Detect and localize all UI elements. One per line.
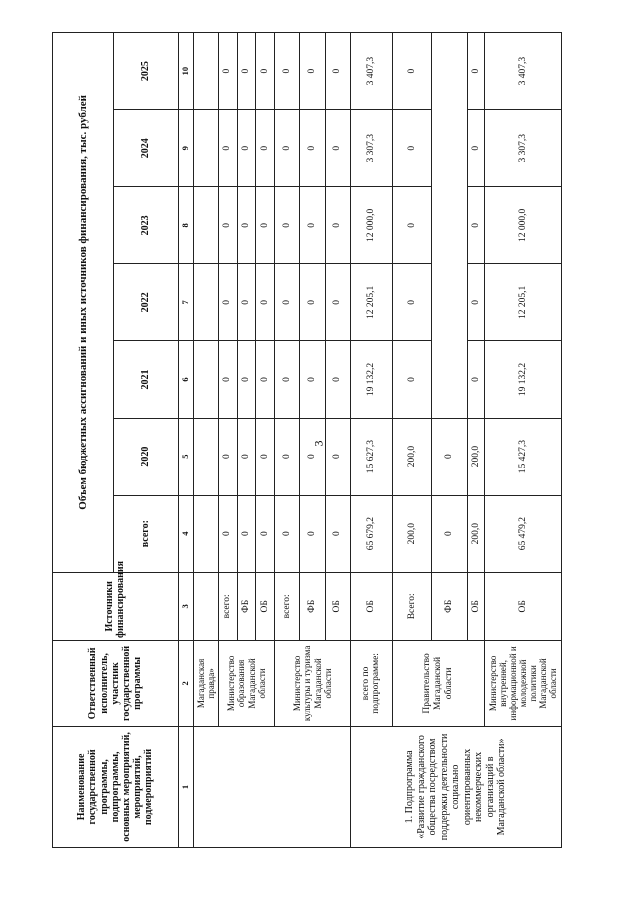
table-row [392, 33, 432, 848]
source-cell: Всего: [392, 572, 432, 640]
value-cell: 0 [275, 33, 300, 110]
value-cell [194, 264, 218, 341]
financing-table [52, 32, 562, 848]
source-cell: ОБ [325, 572, 350, 640]
index-cell: 2 [178, 640, 194, 726]
executor-cell: Министерство внутренней, информационной и молодежной политики Магаданской области [484, 640, 561, 726]
value-cell: 0 [218, 264, 237, 341]
value-cell: 0 [256, 495, 275, 572]
index-cell: 10 [178, 33, 194, 110]
value-cell: 0 [218, 341, 237, 418]
index-cell: 8 [178, 187, 194, 264]
value-cell: 0 [432, 418, 468, 495]
header-year: 2023 [113, 187, 178, 264]
value-cell: 0 [392, 264, 432, 341]
value-cell: 0 [218, 187, 237, 264]
header-row-1 [53, 33, 114, 848]
source-cell: ФБ [432, 572, 468, 640]
value-cell: 0 [468, 264, 485, 341]
value-cell: 200,0 [468, 495, 485, 572]
value-cell: 0 [325, 187, 350, 264]
index-cell: 5 [178, 418, 194, 495]
value-cell [194, 110, 218, 187]
value-cell: 200,0 [468, 418, 485, 495]
index-cell: 3 [178, 572, 194, 640]
value-cell: 15 627,3 [350, 418, 392, 495]
value-cell: 65 479,2 [484, 495, 561, 572]
value-cell: 0 [237, 110, 256, 187]
header-name: Наименование государственной программы, подпрограммы, основных мероприятий, мероприятий, подмероприятий [53, 726, 179, 847]
value-cell: 0 [237, 187, 256, 264]
value-cell: 0 [275, 341, 300, 418]
value-cell [194, 341, 218, 418]
executor-cell: всего по подпрограмме: [350, 640, 392, 726]
value-cell: 19 132,2 [350, 341, 392, 418]
source-cell: ОБ [350, 572, 392, 640]
value-cell: 0 [432, 495, 468, 572]
value-cell: 12 205,1 [350, 264, 392, 341]
index-cell: 1 [178, 726, 194, 847]
value-cell: 0 [325, 341, 350, 418]
value-cell: 3 307,3 [484, 110, 561, 187]
header-funding-group: Объем бюджетных ассигнований и иных источников финансирования, тыс. рублей [53, 33, 114, 573]
value-cell: 12 205,1 [484, 264, 561, 341]
value-cell: 0 [218, 33, 237, 110]
value-cell: 0 [325, 264, 350, 341]
value-cell: 65 679,2 [350, 495, 392, 572]
subprogram-title: 1. Подпрограмма «Развитие гражданского общества посредством поддержки деятельности социально ориентированных некоммерческих организаций в Магаданской области» [350, 726, 561, 847]
value-cell: 15 427,3 [484, 418, 561, 495]
value-cell: 0 [256, 33, 275, 110]
value-cell: 0 [237, 495, 256, 572]
value-cell: 3 407,3 [350, 33, 392, 110]
value-cell [194, 33, 218, 110]
header-year: 2025 [113, 33, 178, 110]
header-year: 2020 [113, 418, 178, 495]
header-executor: Ответственный исполнитель, участник государственной программы [53, 640, 179, 726]
value-cell: 0 [325, 418, 350, 495]
index-cell: 6 [178, 341, 194, 418]
value-cell: 0 [300, 418, 325, 495]
value-cell: 0 [300, 264, 325, 341]
value-cell: 0 [325, 495, 350, 572]
value-cell: 0 [237, 418, 256, 495]
value-cell: 0 [237, 33, 256, 110]
value-cell: 0 [256, 110, 275, 187]
header-total: всего: [113, 495, 178, 572]
executor-cell: Правительство Магаданской области [392, 640, 484, 726]
table-row [350, 33, 392, 848]
value-cell: 0 [300, 187, 325, 264]
value-cell: 0 [325, 33, 350, 110]
value-cell: 0 [392, 187, 432, 264]
source-cell: ОБ [256, 572, 275, 640]
value-cell: 0 [275, 495, 300, 572]
source-cell [194, 572, 218, 640]
page-number: 3 [311, 440, 326, 447]
value-cell: 0 [468, 33, 485, 110]
value-cell: 0 [392, 110, 432, 187]
value-cell: 0 [256, 418, 275, 495]
value-cell: 0 [468, 341, 485, 418]
value-cell: 3 407,3 [484, 33, 561, 110]
value-cell: 0 [300, 110, 325, 187]
table-row [484, 33, 561, 848]
value-cell: 0 [256, 187, 275, 264]
value-cell: 200,0 [392, 418, 432, 495]
value-cell: 0 [325, 110, 350, 187]
source-cell: ОБ [484, 572, 561, 640]
value-cell: 19 132,2 [484, 341, 561, 418]
value-cell: 3 307,3 [350, 110, 392, 187]
source-cell: всего: [275, 572, 300, 640]
executor-cell: Магаданская правда» [194, 640, 218, 726]
value-cell: 0 [237, 264, 256, 341]
subprogram-name-cont [194, 726, 350, 847]
value-cell: 0 [300, 33, 325, 110]
header-year: 2021 [113, 341, 178, 418]
executor-cell: Министерство образования Магаданской области [218, 640, 275, 726]
index-cell: 7 [178, 264, 194, 341]
value-cell: 0 [237, 341, 256, 418]
value-cell: 0 [275, 264, 300, 341]
value-cell: 0 [275, 187, 300, 264]
value-cell: 12 000,0 [350, 187, 392, 264]
value-cell: 0 [275, 110, 300, 187]
value-cell: 0 [468, 187, 485, 264]
source-cell: ФБ [237, 572, 256, 640]
header-year: 2024 [113, 110, 178, 187]
table-row [275, 33, 300, 848]
value-cell: 12 000,0 [484, 187, 561, 264]
table-row [194, 33, 218, 848]
index-cell: 9 [178, 110, 194, 187]
value-cell: 0 [392, 33, 432, 110]
value-cell: 0 [218, 110, 237, 187]
value-cell: 0 [468, 110, 485, 187]
source-cell: ОБ [468, 572, 485, 640]
executor-cell: Министерство культуры и туризма Магаданской области [275, 640, 350, 726]
value-cell: 0 [392, 341, 432, 418]
value-cell: 0 [300, 341, 325, 418]
value-cell: 0 [256, 341, 275, 418]
value-cell: 0 [218, 418, 237, 495]
header-source: Источники финансирования [53, 572, 179, 640]
value-cell: 200,0 [392, 495, 432, 572]
source-cell: всего: [218, 572, 237, 640]
value-cell: 0 [218, 495, 237, 572]
rotated-page [52, 32, 562, 848]
source-cell: ФБ [300, 572, 325, 640]
table-row [218, 33, 237, 848]
value-cell [194, 418, 218, 495]
value-cell: 0 [256, 264, 275, 341]
value-cell [194, 187, 218, 264]
index-cell: 4 [178, 495, 194, 572]
header-year: 2022 [113, 264, 178, 341]
value-cell [194, 495, 218, 572]
empty-cell [432, 33, 468, 419]
index-row [178, 33, 194, 848]
value-cell: 0 [300, 495, 325, 572]
value-cell: 0 [275, 418, 300, 495]
